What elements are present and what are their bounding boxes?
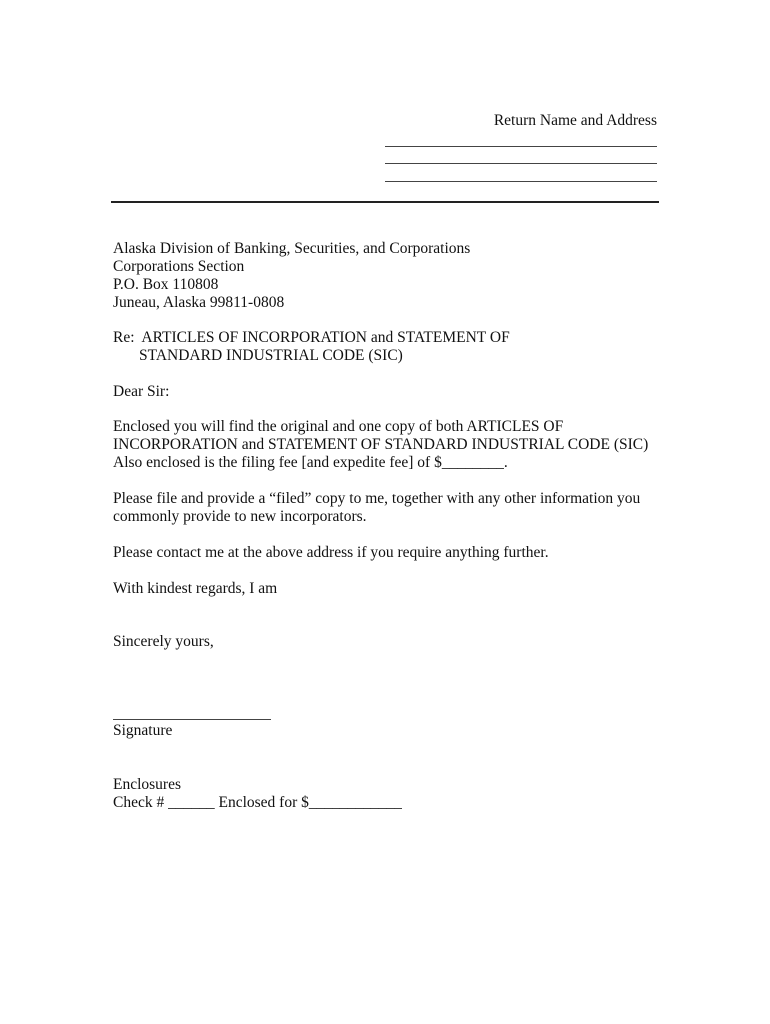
paragraph-enclosed-line-2: INCORPORATION and STATEMENT OF STANDARD INDUSTRIAL CODE (SIC) bbox=[113, 436, 649, 453]
paragraph-file-request bbox=[113, 490, 640, 526]
closing: Sincerely yours, bbox=[113, 633, 214, 650]
return-address-title: Return Name and Address bbox=[493, 112, 657, 129]
return-address-line-3[interactable] bbox=[385, 181, 657, 182]
paragraph-enclosed-line-1: Enclosed you will find the original and one copy of both ARTICLES OF bbox=[113, 418, 564, 435]
signature-line[interactable] bbox=[113, 719, 271, 720]
paragraph-contact: Please contact me at the above address if you require anything further. bbox=[113, 544, 549, 561]
re-line-2: STANDARD INDUSTRIAL CODE (SIC) bbox=[139, 347, 403, 364]
closing-phrase: With kindest regards, I am bbox=[113, 580, 278, 597]
header-divider bbox=[111, 201, 659, 203]
recipient-line-3: P.O. Box 110808 bbox=[113, 276, 219, 293]
recipient-line-2: Corporations Section bbox=[113, 258, 245, 275]
paragraph-file-request-line-2: commonly provide to new incorporators. bbox=[113, 508, 367, 525]
signature-label: Signature bbox=[113, 722, 173, 739]
return-address-line-1[interactable] bbox=[385, 146, 657, 147]
enclosures-title: Enclosures bbox=[113, 776, 182, 793]
recipient-line-4: Juneau, Alaska 99811-0808 bbox=[113, 294, 285, 311]
recipient-address bbox=[113, 240, 470, 312]
re-line-1: Re: ARTICLES OF INCORPORATION and STATEMENT OF bbox=[113, 329, 510, 346]
paragraph-file-request-line-1: Please file and provide a “filed” copy to me, together with any other information you bbox=[113, 490, 641, 507]
recipient-line-1: Alaska Division of Banking, Securities, and Corporations bbox=[113, 240, 471, 257]
return-address-line-2[interactable] bbox=[385, 163, 657, 164]
paragraph-enclosed-line-3: Also enclosed is the filing fee [and expedite fee] of $________. bbox=[113, 454, 508, 471]
enclosures-check-line[interactable]: Check # ______ Enclosed for $____________ bbox=[113, 794, 402, 811]
paragraph-enclosed bbox=[113, 418, 648, 472]
salutation: Dear Sir: bbox=[113, 383, 170, 400]
